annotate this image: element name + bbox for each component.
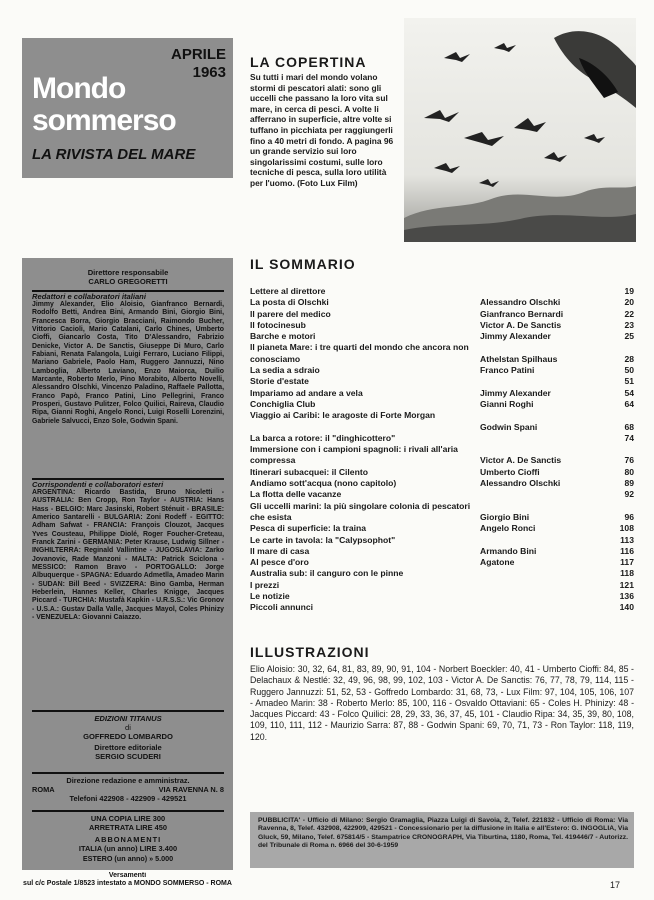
magazine-title-line2: sommerso [32, 104, 176, 137]
divider [32, 710, 224, 712]
sommario-heading: IL SOMMARIO [250, 256, 356, 272]
publisher-block [32, 710, 224, 761]
toc-page-number: 50 [624, 365, 634, 376]
toc-title: Le notizie [250, 591, 290, 602]
toc-row [250, 399, 634, 410]
toc-page-number: 76 [624, 455, 634, 466]
phones: Telefoni 422908 - 422909 - 429521 [69, 794, 187, 803]
editorial-director-label: Direttore editoriale [94, 743, 162, 752]
foreign-block [32, 478, 224, 623]
staff-column [22, 258, 233, 870]
toc-title: Viaggio ai Caribi: le aragoste di Forte Morgan [250, 410, 436, 421]
toc-row [250, 320, 634, 331]
toc-page-number: 89 [624, 478, 634, 489]
toc-page-number: 68 [624, 421, 634, 432]
toc-row [250, 557, 634, 568]
toc-author: Victor A. De Sanctis [480, 455, 562, 466]
publisher-of: di [125, 723, 131, 732]
foreign-heading: Corrispondenti e collaboratori esteri [32, 480, 164, 489]
toc-title: Piccoli annunci [250, 602, 314, 613]
toc-author: Gianfranco Bernardi [480, 308, 564, 319]
publisher-label: EDIZIONI TITANUS [94, 714, 162, 723]
toc-page-number: 108 [619, 523, 634, 534]
toc-title: Gli uccelli marini: la più singolare colonia di pescatori che esista [250, 500, 471, 522]
toc-title: La flotta delle vacanze [250, 489, 342, 500]
toc-author: Umberto Cioffi [480, 466, 540, 477]
subs-italy: ITALIA (un anno) LIRE 3.400 [78, 844, 178, 853]
toc-title: I prezzi [250, 579, 280, 590]
toc-title: Storie d'estate [250, 376, 309, 387]
toc-title: Il pianeta Mare: i tre quarti del mondo che ancora non conosciamo [250, 342, 469, 364]
toc-page-number: 54 [624, 387, 634, 398]
director-label: Direttore responsabile [87, 268, 169, 277]
toc-author: Alessandro Olschki [480, 478, 561, 489]
magazine-subtitle: LA RIVISTA DEL MARE [32, 146, 196, 163]
toc-page-number: 25 [624, 331, 634, 342]
issue-month: APRILE [170, 46, 226, 63]
toc-page-number: 113 [620, 534, 634, 545]
toc-row [250, 568, 634, 579]
toc-row [250, 535, 634, 546]
address-block [32, 772, 224, 803]
address-street: VIA RAVENNA N. 8 [158, 785, 224, 794]
toc-title: Al pesce d'oro [250, 557, 309, 568]
toc-page-number: 96 [624, 511, 634, 522]
toc-title: Itinerari subacquei: il Cilento [250, 466, 368, 477]
toc-title: Lettere al direttore [250, 286, 326, 296]
toc-title: La posta di Olschki [250, 297, 329, 308]
toc-author: Athelstan Spilhaus [480, 353, 558, 364]
issue-date [162, 46, 226, 82]
director-block [32, 268, 224, 286]
toc-author: Gianni Roghi [480, 398, 534, 409]
toc-title: Australia sub: il canguro con le pinne [250, 568, 404, 579]
page-number: 17 [610, 880, 621, 890]
publisher-name: GOFFREDO LOMBARDO [83, 732, 173, 741]
toc-page-number: 22 [624, 308, 634, 319]
price-copy: UNA COPIA LIRE 300 [90, 814, 166, 823]
toc-row [250, 286, 634, 297]
editors-heading: Redattori e collaboratori italiani [32, 292, 146, 301]
toc-page-number: 136 [619, 591, 634, 602]
toc-title: Il fotocinesub [250, 319, 306, 330]
toc-title: Il parere del medico [250, 308, 331, 319]
editors-list: Jimmy Alexander, Elio Aloisio, Gianfranco Bernardi, Rodolfo Betti, Andrea Bini, Armando Bini, Giorgio Bini, Francesca Borra, Giorgio Bracciani, Raimondo Bucher, Vittorio Cacioli, Mario Catalani, Carlo Chines, Umberto Cioffi, Giancarlo Costa, Tito D'Alessandro, Fabrizio Denicke, Victor A. De Sanctis, Giuseppe Di Muro, Carlo Fabiani, Renata Falangola, Luigi Ferraro, Luciano Filippi, Mariano Gabriele, Paolo Ham, Ruggero Jannuzzi, Nino Lamboglia, Alberto Laviano, Enzo Maiorca, Duilio Marcante, Roberto Merlo, Pino Morabito, Alberto Novelli, Alessandro Olschki, Vincenzo Paladino, Raffaele Pallotta, Franco Papò, Franco Patini, Lino Pellegrini, Franco Prosperi, Gustavo Pulitzer, Folco Quilici, Raireva, Claudio Ripa, Gianni Roghi, Angelo Ronci, Luigi Roselli Lorenzini, Gabriele Salvucci, Enzo Sole, Godwin Spani. [32, 301, 224, 425]
toc-page-number: 80 [624, 466, 634, 477]
toc-title: Impariamo ad andare a vela [250, 387, 363, 398]
toc-page-number: 74 [624, 432, 634, 443]
toc-title: Andiamo sott'acqua (nono capitolo) [250, 478, 397, 489]
cover-photo [404, 18, 636, 242]
table-of-contents [250, 286, 634, 614]
payment-text: sul c/c Postale 1/8523 intestato a MONDO SOMMERSO - ROMA [23, 880, 232, 888]
toc-author: Franco Patini [480, 365, 535, 376]
toc-row [250, 297, 634, 308]
toc-row [250, 444, 634, 467]
toc-row [250, 501, 634, 524]
toc-author: Angelo Ronci [480, 523, 536, 534]
toc-author: Agatone [480, 557, 515, 568]
toc-title: Pesca di superficie: la traina [250, 523, 367, 534]
toc-row [250, 467, 634, 478]
advertising-box [250, 812, 634, 868]
toc-page-number: 116 [620, 545, 634, 556]
foreign-list: ARGENTINA: Ricardo Bastida, Bruno Nicoletti - AUSTRALIA: Ben Cropp, Ron Taylor - AUSTRIA: Hans Hass - BELGIO: Marc Jasinski, Robert Sténuit - BRASILE: Americo Santarelli - BULGARIA: Zoni Rodeff - EGITTO: Adham Safwat - FRANCIA: François Clouzot, Jacques Yves Cousteau, Philippe Diolé, Roger Foucher-Creteau, Franck Zarini - GERMANIA: Peter Krause, Ludwig Sillner - INGHILTERRA: Reginald Vallintine - JUGOSLAVIA: Zarko Jovanovic, Rade Manzoni - MALTA: Patrick Sciclona - MESSICO: Ramon Bravo - PORTOGALLO: Jorge Albuquerque - SPAGNA: Eduardo Admetlla, Amadeo Marin - SUDAN: Bill Beed - SVIZZERA: Bino Gamba, Herman Heberlein, Hannes Keller, Charles Knigge, Jacques Piccard - TURCHIA: Mustafà Kapkin - U.R.S.S.: Vic Gronov - U.S.A.: Gustav Dalla Valle, Jacques Mayol, Coles Phinizy - VENEZUELA: Giovanni Caiazzo. [32, 489, 224, 622]
issue-year: 1963 [192, 64, 226, 81]
cover-heading: LA COPERTINA [250, 54, 367, 70]
toc-author: Victor A. De Sanctis [480, 319, 562, 330]
toc-row [250, 365, 634, 376]
director-name: CARLO GREGORETTI [88, 277, 168, 286]
divider [32, 810, 224, 812]
magazine-title-line1: Mondo [32, 72, 126, 105]
address-city: ROMA [32, 785, 55, 794]
toc-page-number: 23 [624, 319, 634, 330]
toc-title: La barca a rotore: il "dinghicottero" [250, 432, 396, 443]
toc-row [250, 546, 634, 557]
toc-page-number: 51 [624, 376, 634, 387]
toc-page-number: 118 [620, 568, 634, 579]
toc-page-number: 92 [624, 489, 634, 500]
toc-row [250, 602, 634, 613]
toc-row [250, 376, 634, 387]
toc-title: Barche e motori [250, 331, 316, 342]
subs-heading: ABBONAMENTI [94, 835, 162, 844]
toc-row [250, 523, 634, 534]
toc-page-number: 19 [624, 286, 634, 296]
editorial-director-name: SERGIO SCUDERI [95, 752, 161, 761]
toc-title: Immersione con i campioni spagnoli: i rivali all'aria compressa [250, 444, 458, 466]
toc-page-number: 140 [619, 602, 634, 613]
toc-row [250, 342, 634, 365]
toc-row [250, 331, 634, 342]
toc-author: Godwin Spani [480, 421, 538, 432]
toc-title: Il mare di casa [250, 545, 310, 556]
toc-page-number: 64 [624, 398, 634, 409]
toc-page-number: 20 [624, 297, 634, 308]
toc-title: Le carte in tavola: la "Calypsophot" [250, 534, 396, 545]
address-label: Direzione redazione e amministraz. [66, 776, 190, 785]
subscriptions-block [32, 835, 224, 853]
toc-author: Alessandro Olschki [480, 297, 561, 308]
toc-row [250, 591, 634, 602]
address-line [32, 785, 224, 794]
payment-block [32, 855, 224, 864]
masthead [22, 38, 233, 178]
toc-title: La sedia a sdraio [250, 365, 320, 376]
price-block [32, 810, 224, 832]
toc-row [250, 410, 634, 433]
payment-info [22, 872, 233, 898]
illustrations-heading: ILLUSTRAZIONI [250, 644, 370, 660]
toc-row [250, 433, 634, 444]
subs-abroad: ESTERO (un anno) » 5.000 [82, 854, 174, 863]
cover-text: Su tutti i mari del mondo volano stormi di pescatori alati: sono gli uccelli che passano la loro vita sul mare, in cerca di pesci. A volte li afferrano in superficie, altre volte si tuffano in picchiata per raggiungerli fino a 40 metri di fondo. A pagina 96 un grande servizio sui loro singolarissimi costumi, sulle loro tecniche di pesca, sulla loro utilità per l'uomo. (Foto Lux Film) [250, 72, 394, 188]
toc-author: Giorgio Bini [480, 511, 530, 522]
editors-block [32, 290, 224, 426]
toc-row [250, 580, 634, 591]
payment-heading: Versamenti [108, 872, 147, 879]
toc-row [250, 478, 634, 489]
toc-page-number: 121 [619, 579, 634, 590]
divider [32, 772, 224, 774]
toc-author: Jimmy Alexander [480, 387, 551, 398]
toc-page-number: 28 [624, 353, 634, 364]
toc-row [250, 309, 634, 320]
toc-author: Jimmy Alexander [480, 331, 551, 342]
toc-page-number: 117 [620, 557, 634, 568]
toc-row [250, 489, 634, 500]
toc-title: Conchiglia Club [250, 398, 316, 409]
toc-row [250, 388, 634, 399]
price-back-issue: ARRETRATA LIRE 450 [89, 823, 167, 832]
seabirds-photo-icon [404, 18, 636, 242]
toc-author: Armando Bini [480, 545, 537, 556]
illustrations-credits: Elio Aloisio: 30, 32, 64, 81, 83, 89, 90, 91, 104 - Norbert Boeckler: 40, 41 - Umberto Cioffi: 84, 85 - Delachaux & Nestlé: 32, 49, 96, 98, 99, 102, 103 - Victor A. De Sanctis: 76, 77, 78, 79, 114, 115 - Ruggero Jannuzzi: 51, 52, 53 - Goffredo Lombardo: 31, 68, 73, - Lux Film: 97, 104, 105, 106, 107 - Amadeo Marin: 38 - Roberto Merlo: 85, 100, 116 - Osvaldo Ottaviani: 65 - Coles H. Phinizy: 48 - Jacques Piccard: 43 - Folco Quilici: 28, 29, 33, 36, 37, 45, 101 - Claudio Ripa: 34, 35, 39, 80, 108, 109, 110, 111, 112 - Maurizio Sarra: 87, 88 - Godwin Spani: 69, 70, 71, 73 - Ron Taylor: 118, 119, 120. [250, 664, 634, 742]
advertising-text: PUBBLICITA' - Ufficio di Milano: Sergio Gramaglia, Piazza Luigi di Savoia, 2, Telef. 221832 - Ufficio di Roma: Via Ravenna, 8, Telef. 432908, 422909, 429521 - Concessionario per la diffusione in Italia e all'Estero: G. INGOGLIA, Via Gluck, 59, Milano, Telef. 675814/5 - Stampatrice CRONOGRAPH, Via Tiburtina, 1180, Roma, Tel. 419446/7 - Autorizz. del Tribunale di Roma n. 6966 del 30-6-1959 [258, 817, 628, 849]
